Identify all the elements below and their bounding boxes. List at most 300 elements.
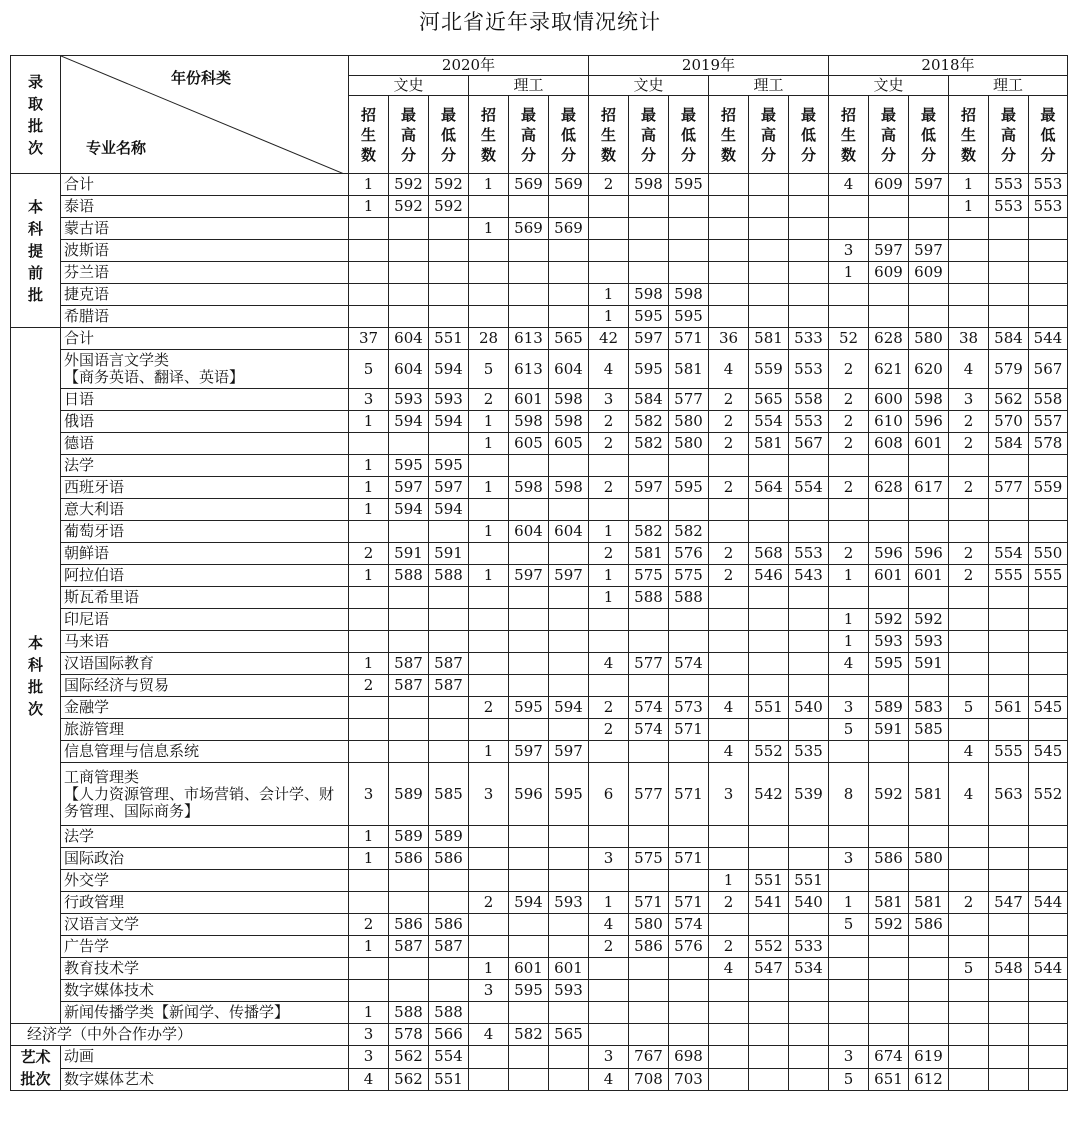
- table-row: [11, 389, 1068, 411]
- data-cell: 593: [909, 631, 949, 653]
- data-cell: [549, 675, 589, 697]
- data-cell: [469, 499, 509, 521]
- data-cell: [869, 936, 909, 958]
- data-cell: [669, 631, 709, 653]
- data-cell: [909, 284, 949, 306]
- data-cell: [989, 980, 1029, 1002]
- data-cell: 584: [989, 433, 1029, 455]
- data-cell: [949, 240, 989, 262]
- data-cell: 598: [669, 284, 709, 306]
- data-cell: 543: [789, 565, 829, 587]
- data-cell: [469, 914, 509, 936]
- data-cell: [989, 914, 1029, 936]
- data-cell: 586: [869, 848, 909, 870]
- data-cell: 565: [749, 389, 789, 411]
- table-row: [11, 543, 1068, 565]
- data-cell: 597: [909, 240, 949, 262]
- data-cell: 585: [429, 763, 469, 826]
- data-cell: 5: [829, 914, 869, 936]
- data-cell: [1029, 262, 1068, 284]
- data-cell: [389, 284, 429, 306]
- data-cell: [1029, 240, 1068, 262]
- major-name: 国际政治: [61, 848, 349, 870]
- data-cell: 628: [869, 328, 909, 350]
- data-cell: [429, 892, 469, 914]
- data-cell: [589, 826, 629, 848]
- column-header: 招 生 数: [589, 96, 629, 174]
- data-cell: 594: [429, 350, 469, 389]
- data-cell: [829, 958, 869, 980]
- data-cell: 595: [669, 174, 709, 196]
- data-cell: 597: [909, 174, 949, 196]
- data-cell: [469, 196, 509, 218]
- data-cell: [709, 262, 749, 284]
- data-cell: [789, 719, 829, 741]
- data-cell: [549, 914, 589, 936]
- data-cell: [629, 870, 669, 892]
- data-cell: 1: [469, 741, 509, 763]
- data-cell: 565: [549, 328, 589, 350]
- batch-cell: 本 科 提 前 批: [11, 174, 61, 328]
- data-cell: [389, 262, 429, 284]
- track-header: 文史: [349, 76, 469, 96]
- data-cell: 595: [509, 980, 549, 1002]
- data-cell: 592: [389, 196, 429, 218]
- data-cell: [829, 980, 869, 1002]
- data-cell: 1: [589, 892, 629, 914]
- data-cell: [549, 826, 589, 848]
- data-cell: [989, 653, 1029, 675]
- data-cell: 1: [589, 521, 629, 543]
- data-cell: [429, 218, 469, 240]
- data-cell: 593: [549, 980, 589, 1002]
- data-cell: 596: [509, 763, 549, 826]
- data-cell: 594: [429, 411, 469, 433]
- data-cell: 540: [789, 892, 829, 914]
- data-cell: 595: [509, 697, 549, 719]
- table-row: [11, 196, 1068, 218]
- data-cell: [1029, 499, 1068, 521]
- data-cell: 1: [589, 306, 629, 328]
- major-name: 日语: [61, 389, 349, 411]
- data-cell: 576: [669, 936, 709, 958]
- data-cell: 3: [829, 697, 869, 719]
- data-cell: [589, 455, 629, 477]
- data-cell: [709, 1024, 749, 1046]
- data-cell: 588: [429, 565, 469, 587]
- data-cell: 5: [949, 958, 989, 980]
- data-cell: 617: [909, 477, 949, 499]
- data-cell: 582: [669, 521, 709, 543]
- data-cell: [509, 653, 549, 675]
- data-cell: 1: [829, 609, 869, 631]
- data-cell: [749, 1046, 789, 1069]
- data-cell: 2: [709, 477, 749, 499]
- data-cell: 577: [629, 763, 669, 826]
- data-cell: 551: [789, 870, 829, 892]
- table-row: [11, 455, 1068, 477]
- data-cell: [549, 848, 589, 870]
- data-cell: 552: [1029, 763, 1068, 826]
- data-cell: 4: [709, 958, 749, 980]
- data-cell: [629, 741, 669, 763]
- data-cell: 4: [829, 653, 869, 675]
- data-cell: 571: [669, 719, 709, 741]
- data-cell: 547: [749, 958, 789, 980]
- data-cell: [829, 455, 869, 477]
- data-cell: 608: [869, 433, 909, 455]
- data-cell: [749, 653, 789, 675]
- data-cell: [909, 587, 949, 609]
- major-name: 印尼语: [61, 609, 349, 631]
- data-cell: 2: [709, 433, 749, 455]
- data-cell: [349, 521, 389, 543]
- major-name: 阿拉伯语: [61, 565, 349, 587]
- data-cell: 1: [469, 411, 509, 433]
- data-cell: [749, 719, 789, 741]
- data-cell: [549, 284, 589, 306]
- data-cell: [909, 958, 949, 980]
- data-cell: [349, 958, 389, 980]
- data-cell: [589, 218, 629, 240]
- data-cell: [549, 631, 589, 653]
- data-cell: 579: [989, 350, 1029, 389]
- data-cell: 605: [549, 433, 589, 455]
- data-cell: 575: [669, 565, 709, 587]
- data-cell: 3: [589, 848, 629, 870]
- data-cell: [709, 499, 749, 521]
- data-cell: 550: [1029, 543, 1068, 565]
- data-cell: [389, 306, 429, 328]
- data-cell: 3: [949, 389, 989, 411]
- data-cell: 575: [629, 848, 669, 870]
- data-cell: 589: [429, 826, 469, 848]
- data-cell: [789, 262, 829, 284]
- data-cell: 553: [1029, 174, 1068, 196]
- data-cell: [509, 675, 549, 697]
- data-cell: [749, 196, 789, 218]
- data-cell: [549, 719, 589, 741]
- table-row: [11, 499, 1068, 521]
- data-cell: [1029, 587, 1068, 609]
- data-cell: [869, 1002, 909, 1024]
- data-cell: [589, 1002, 629, 1024]
- table-row: [11, 763, 1068, 826]
- data-cell: 1: [349, 565, 389, 587]
- data-cell: [869, 587, 909, 609]
- data-cell: [429, 609, 469, 631]
- data-cell: [949, 218, 989, 240]
- data-cell: [709, 826, 749, 848]
- data-cell: [829, 521, 869, 543]
- data-cell: 2: [829, 543, 869, 565]
- major-name: 法学: [61, 826, 349, 848]
- major-name: 芬兰语: [61, 262, 349, 284]
- data-cell: [789, 521, 829, 543]
- data-cell: [949, 1068, 989, 1091]
- data-cell: 595: [389, 455, 429, 477]
- data-cell: 596: [909, 543, 949, 565]
- data-cell: [669, 609, 709, 631]
- data-cell: 604: [389, 350, 429, 389]
- major-name: 外交学: [61, 870, 349, 892]
- data-cell: [669, 1024, 709, 1046]
- data-cell: 4: [949, 763, 989, 826]
- data-cell: [989, 870, 1029, 892]
- data-cell: [1029, 653, 1068, 675]
- data-cell: 609: [869, 174, 909, 196]
- data-cell: 1: [349, 826, 389, 848]
- table-row: [11, 262, 1068, 284]
- data-cell: [909, 455, 949, 477]
- data-cell: 621: [869, 350, 909, 389]
- data-cell: 574: [629, 697, 669, 719]
- data-cell: 578: [1029, 433, 1068, 455]
- data-cell: [469, 284, 509, 306]
- data-cell: [349, 306, 389, 328]
- data-cell: [749, 631, 789, 653]
- data-cell: [509, 240, 549, 262]
- data-cell: [989, 675, 1029, 697]
- column-header: 招 生 数: [709, 96, 749, 174]
- table-row: [11, 350, 1068, 389]
- data-cell: 605: [509, 433, 549, 455]
- data-cell: [789, 174, 829, 196]
- data-cell: [1029, 719, 1068, 741]
- data-cell: 604: [549, 521, 589, 543]
- data-cell: 594: [429, 499, 469, 521]
- major-name: 数字媒体技术: [61, 980, 349, 1002]
- data-cell: [349, 218, 389, 240]
- data-cell: [909, 826, 949, 848]
- data-cell: [629, 499, 669, 521]
- data-cell: 595: [549, 763, 589, 826]
- data-cell: 570: [989, 411, 1029, 433]
- data-cell: [909, 980, 949, 1002]
- data-cell: 562: [389, 1068, 429, 1091]
- data-cell: 577: [669, 389, 709, 411]
- data-cell: 589: [869, 697, 909, 719]
- data-cell: 542: [749, 763, 789, 826]
- data-cell: [389, 240, 429, 262]
- data-cell: 564: [749, 477, 789, 499]
- data-cell: [989, 262, 1029, 284]
- data-cell: [709, 1068, 749, 1091]
- column-header: 最 高 分: [869, 96, 909, 174]
- data-cell: [469, 543, 509, 565]
- data-cell: [349, 719, 389, 741]
- data-cell: [989, 936, 1029, 958]
- data-cell: 593: [429, 389, 469, 411]
- data-cell: [749, 262, 789, 284]
- data-cell: [589, 240, 629, 262]
- data-cell: 594: [389, 411, 429, 433]
- data-cell: [709, 653, 749, 675]
- major-name: 外国语言文学类 【商务英语、翻译、英语】: [61, 350, 349, 389]
- data-cell: 2: [949, 543, 989, 565]
- data-cell: [669, 499, 709, 521]
- table-row: [11, 631, 1068, 653]
- data-cell: 582: [509, 1024, 549, 1046]
- data-cell: [549, 609, 589, 631]
- data-cell: [669, 826, 709, 848]
- data-cell: 2: [709, 411, 749, 433]
- data-cell: 604: [549, 350, 589, 389]
- data-cell: 4: [709, 350, 749, 389]
- data-cell: 598: [549, 411, 589, 433]
- data-cell: [989, 1046, 1029, 1069]
- track-header: 理工: [949, 76, 1068, 96]
- data-cell: 4: [589, 350, 629, 389]
- data-cell: [1029, 218, 1068, 240]
- table-row: [11, 521, 1068, 543]
- data-cell: 5: [829, 719, 869, 741]
- data-cell: 597: [629, 477, 669, 499]
- data-cell: [709, 609, 749, 631]
- data-cell: [509, 631, 549, 653]
- data-cell: [949, 499, 989, 521]
- data-cell: [589, 958, 629, 980]
- data-cell: 581: [629, 543, 669, 565]
- data-cell: [749, 284, 789, 306]
- data-cell: [749, 587, 789, 609]
- data-cell: 562: [989, 389, 1029, 411]
- data-cell: 573: [669, 697, 709, 719]
- data-cell: [869, 218, 909, 240]
- data-cell: 594: [509, 892, 549, 914]
- data-cell: 4: [709, 741, 749, 763]
- data-cell: 604: [389, 328, 429, 350]
- data-cell: [709, 240, 749, 262]
- data-cell: 586: [429, 914, 469, 936]
- data-cell: 581: [749, 433, 789, 455]
- data-cell: 601: [509, 958, 549, 980]
- data-cell: [429, 240, 469, 262]
- major-name: 动画: [61, 1046, 349, 1069]
- data-cell: [669, 1002, 709, 1024]
- data-cell: [629, 1024, 669, 1046]
- data-cell: 597: [549, 565, 589, 587]
- column-header: 最 低 分: [1029, 96, 1068, 174]
- data-cell: 574: [669, 914, 709, 936]
- data-cell: [749, 1024, 789, 1046]
- data-cell: [429, 980, 469, 1002]
- data-cell: 576: [669, 543, 709, 565]
- data-cell: 546: [749, 565, 789, 587]
- major-name: 德语: [61, 433, 349, 455]
- data-cell: [749, 174, 789, 196]
- data-cell: 3: [349, 1046, 389, 1069]
- data-cell: 594: [389, 499, 429, 521]
- data-cell: [909, 936, 949, 958]
- data-cell: 588: [669, 587, 709, 609]
- data-cell: [469, 240, 509, 262]
- major-name: 信息管理与信息系统: [61, 741, 349, 763]
- data-cell: [389, 741, 429, 763]
- data-cell: [789, 675, 829, 697]
- data-cell: [869, 455, 909, 477]
- data-cell: 580: [909, 328, 949, 350]
- column-header: 最 高 分: [509, 96, 549, 174]
- major-name: 行政管理: [61, 892, 349, 914]
- data-cell: 4: [469, 1024, 509, 1046]
- data-cell: 5: [349, 350, 389, 389]
- data-cell: 38: [949, 328, 989, 350]
- data-cell: [909, 1002, 949, 1024]
- data-cell: [389, 609, 429, 631]
- major-name: 西班牙语: [61, 477, 349, 499]
- data-cell: [989, 284, 1029, 306]
- data-cell: [789, 284, 829, 306]
- data-cell: 2: [589, 411, 629, 433]
- data-cell: [1029, 826, 1068, 848]
- data-cell: [509, 455, 549, 477]
- data-cell: 592: [909, 609, 949, 631]
- table-row: [11, 870, 1068, 892]
- data-cell: [669, 870, 709, 892]
- data-cell: [629, 980, 669, 1002]
- data-cell: 2: [709, 936, 749, 958]
- data-cell: [549, 196, 589, 218]
- data-cell: 1: [469, 218, 509, 240]
- data-cell: 3: [469, 980, 509, 1002]
- data-cell: [509, 914, 549, 936]
- data-cell: 553: [989, 196, 1029, 218]
- data-cell: [1029, 1068, 1068, 1091]
- data-cell: 1: [349, 411, 389, 433]
- data-cell: [389, 631, 429, 653]
- table-row: [11, 958, 1068, 980]
- data-cell: 565: [549, 1024, 589, 1046]
- data-cell: 588: [429, 1002, 469, 1024]
- data-cell: [829, 499, 869, 521]
- data-cell: 698: [669, 1046, 709, 1069]
- data-cell: 554: [789, 477, 829, 499]
- data-cell: 580: [909, 848, 949, 870]
- data-cell: [829, 1002, 869, 1024]
- data-cell: 552: [749, 741, 789, 763]
- data-cell: [709, 521, 749, 543]
- data-cell: [349, 870, 389, 892]
- data-cell: [669, 262, 709, 284]
- data-cell: [469, 1002, 509, 1024]
- data-cell: [469, 826, 509, 848]
- data-cell: [949, 826, 989, 848]
- data-cell: [749, 1068, 789, 1091]
- data-cell: 588: [389, 565, 429, 587]
- data-cell: 2: [589, 477, 629, 499]
- data-cell: 591: [869, 719, 909, 741]
- data-cell: 2: [949, 565, 989, 587]
- data-cell: [589, 262, 629, 284]
- data-cell: 597: [549, 741, 589, 763]
- corner-header: [61, 56, 349, 174]
- data-cell: 36: [709, 328, 749, 350]
- data-cell: [1029, 870, 1068, 892]
- data-cell: 594: [549, 697, 589, 719]
- data-cell: 587: [389, 653, 429, 675]
- data-cell: 569: [509, 218, 549, 240]
- data-cell: [389, 958, 429, 980]
- data-cell: [749, 240, 789, 262]
- data-cell: 2: [589, 543, 629, 565]
- major-name: 马来语: [61, 631, 349, 653]
- data-cell: [389, 892, 429, 914]
- track-header: 文史: [829, 76, 949, 96]
- data-cell: [789, 631, 829, 653]
- data-cell: [869, 284, 909, 306]
- page-title: 河北省近年录取情况统计: [419, 10, 661, 34]
